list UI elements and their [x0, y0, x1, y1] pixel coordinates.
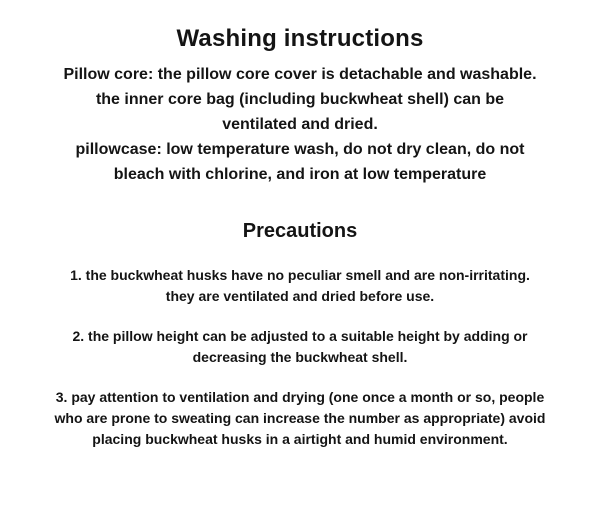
- precaution-line: 2. the pillow height can be adjusted to a suitable height by adding or: [72, 328, 528, 344]
- precautions-title: Precautions: [242, 220, 358, 242]
- precaution-line: who are prone to sweating can increase the number as appropriate) avoid: [54, 410, 546, 426]
- precaution-line: 3. pay attention to ventilation and drying (one once a month or so, people: [55, 389, 545, 405]
- washing-line: pillowcase: low temperature wash, do not dry clean, do not: [75, 141, 525, 158]
- precaution-item-2: [0, 326, 600, 368]
- washing-line: Pillow core: the pillow core cover is detachable and washable.: [63, 66, 537, 83]
- washing-line: ventilated and dried.: [222, 116, 378, 133]
- washing-line: bleach with chlorine, and iron at low temperature: [113, 166, 487, 183]
- instruction-card: [0, 25, 600, 519]
- precaution-line: 1. the buckwheat husks have no peculiar smell and are non-irritating.: [70, 267, 530, 283]
- precautions-list: [0, 265, 600, 450]
- washing-instructions-title: Washing instructions: [176, 25, 424, 52]
- precaution-line: they are ventilated and dried before use.: [165, 288, 435, 304]
- precaution-item-1: [0, 265, 600, 307]
- precaution-line: decreasing the buckwheat shell.: [192, 349, 408, 365]
- precaution-line: placing buckwheat husks in a airtight and humid environment.: [92, 431, 508, 447]
- washing-instructions-text: [0, 62, 600, 187]
- precaution-item-3: [0, 387, 600, 450]
- washing-line: the inner core bag (including buckwheat shell) can be: [95, 91, 505, 108]
